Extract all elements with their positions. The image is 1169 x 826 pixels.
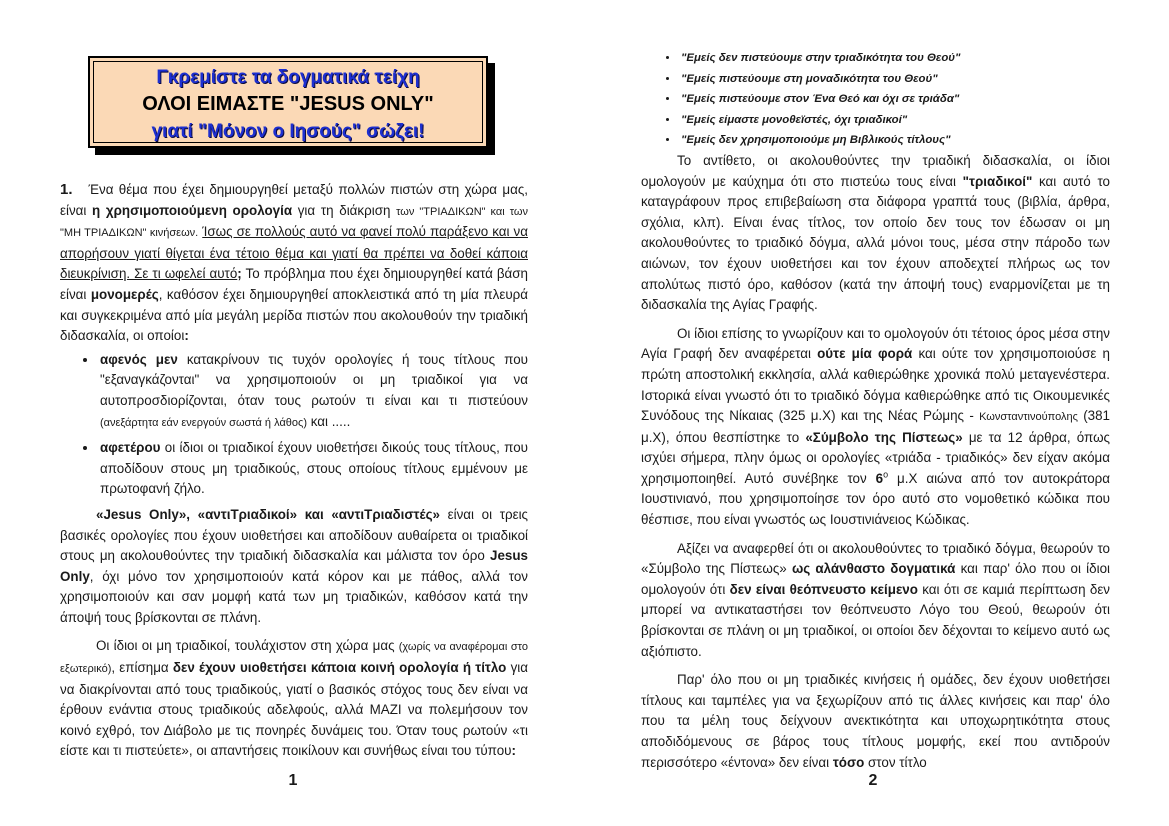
small-run: Κωνσταντινούπολης bbox=[979, 411, 1078, 424]
bold-run: "τριαδικοί" bbox=[962, 173, 1033, 189]
title-line-1: Γκρεμίστε τα δογματικά τείχη bbox=[156, 67, 420, 88]
paragraph-2 bbox=[60, 505, 528, 629]
title-box bbox=[88, 56, 488, 148]
bold-run: η χρησιμοποιούμενη ορολογία bbox=[92, 202, 293, 218]
bold-run: «Σύμβολο της Πίστεως» bbox=[805, 429, 963, 445]
bold-run: αφενός μεν bbox=[100, 351, 178, 367]
bold-run: : bbox=[184, 328, 189, 344]
paragraph-1 bbox=[60, 180, 528, 347]
text-run: Το πρόβλημα που έχει δημιουργηθεί κατά βάση είναι bbox=[60, 266, 528, 302]
bold-run: ως αλάνθαστο δογματικά bbox=[791, 561, 956, 577]
bold-run: Jesus Only bbox=[60, 548, 528, 584]
paragraph-r1 bbox=[641, 151, 1110, 316]
small-run: (χωρίς να αναφέρομαι στο εξωτερικό) bbox=[60, 641, 528, 676]
bold-run: 6 bbox=[875, 470, 884, 486]
text-run: και παρ' όλο που οι ίδιοι ομολογούν ότι bbox=[641, 561, 1110, 597]
text-run: για να διακρίνονται από τους τριαδικούς, γιατί ο βασικός στόχος τους δεν είναι να έρθουν ενάντια στους τριαδικούς αδελφούς, αλλά ΜΑΖΙ να πολεμήσουν τον κοινό εχθρό, τον Διάβολο με τις πονηρές δυνάμεις του. Όταν τους ρωτούν «τι είστε και τι πιστεύετε», οι απαντήσεις ποικίλουν και συνήθως είναι του τύπου bbox=[60, 660, 529, 759]
quote-item: • "Εμείς πιστεύουμε στον Ένα Θεό και όχι σε τριάδα" bbox=[679, 89, 1110, 110]
bold-run: μονομερές bbox=[90, 286, 159, 302]
bullet-list bbox=[60, 350, 528, 500]
bold-run: «Jesus Only», «αντιΤριαδικοί» και «αντιΤριαδιστές» bbox=[96, 506, 440, 522]
text-run: κατακρίνουν τις τυχόν ορολογίες ή τους τίτλους που "εξαναγκάζονται" να χρησιμοποιούν οι μη τριαδικοί για να αυτοπροσδιορίζονται, όταν τους ρωτούν τι είναι και τι πιστεύουν bbox=[100, 351, 528, 408]
text-run: , επίσημα bbox=[111, 660, 173, 676]
bold-run: ; bbox=[237, 266, 242, 282]
bold-run: τόσο bbox=[832, 754, 865, 770]
text-run: και ότι σε καμιά περίπτωση δεν μπορεί να αντικαταστήσει τον θεόπνευστο Λόγο του Θεού, θεωρούν ότι βρίσκονται σε πλάνη οι μη τριαδικοί, οι οποίοι δεν δέχονται το κείμενο αυτό ως αξιόπιστο. bbox=[641, 581, 1110, 659]
text-run: και ..... bbox=[307, 413, 351, 429]
text-run: με τα 12 άρθρα, όπως ισχύει σήμερα, πλην όμως οι ορολογίες «τριάδα - τριαδικός» δεν είχαν ακόμα χρησιμοποιηθεί. Αυτό συνέβηκε τον bbox=[641, 429, 1110, 486]
quote-item: • "Εμείς πιστεύουμε στη μοναδικότητα του Θεού" bbox=[679, 69, 1110, 90]
bold-run: αφετέρου bbox=[100, 440, 161, 456]
text-run: για τη διάκριση bbox=[292, 202, 397, 218]
quote-item: • "Εμείς είμαστε μονοθεϊστές, όχι τριαδικοί" bbox=[679, 110, 1110, 131]
text-run: (381 μ.Χ), όπου θεσπίστηκε το bbox=[641, 408, 1110, 445]
small-run: (ανεξάρτητα εάν ενεργούν σωστά ή λάθος) bbox=[100, 416, 307, 429]
bold-run: : bbox=[511, 743, 516, 759]
list-item bbox=[98, 438, 528, 500]
text-run: Το αντίθετο, οι ακολουθούντες την τριαδική διδασκαλία, οι ίδιοι ομολογούν με καύχημα ότι στο πιστεύω τους είναι bbox=[641, 152, 1110, 189]
text-run: , καθόσον έχει δημιουργηθεί αποκλειστικά από τη μία πλευρά και συγκεκριμένα από μία μεγάλη μερίδα πιστών που ακολουθούν την τριαδική διδασκαλία, οι οποίοι bbox=[60, 286, 528, 344]
bold-run: δεν είναι θεόπνευστο κείμενο bbox=[729, 581, 918, 597]
page-number-left: 1 bbox=[288, 772, 298, 789]
section-number: 1. bbox=[60, 181, 73, 198]
text-run: , όχι μόνο τον χρησιμοποιούν κατά κόρον και με πάθος, αλλά τον χρησιμοποιούν και σαν μομφή κατά των μη τριαδικών, καθόσον κατά την άποψή τους βρίσκονται σε πλάνη. bbox=[60, 568, 528, 625]
text-run: Αξίζει να αναφερθεί ότι οι ακολουθούντες το τριαδικό δόγμα, θεωρούν το «Σύμβολο της Πίστεως» bbox=[641, 540, 1110, 577]
right-page-text bbox=[641, 48, 1110, 773]
small-run: των "ΤΡΙΑΔΙΚΩΝ" και των "ΜΗ ΤΡΙΑΔΙΚΩΝ" κινήσεων. bbox=[60, 205, 529, 240]
text-run: μ.Χ αιώνα από τον αυτοκράτορα Ιουστινιανό, που χρησιμοποίησε τον όρο αυτό στο νομοθετικό κώδικα που θέσπισε, που είναι γνωστός ως Ιουστινιάνειος Κώδικας. bbox=[641, 470, 1110, 528]
list-item bbox=[98, 350, 528, 433]
text-run: Ένα θέμα που έχει δημιουργηθεί μεταξύ πολλών πιστών στη χώρα μας, είναι bbox=[60, 182, 528, 218]
underlined-run: Ίσως σε πολλούς αυτό να φανεί πολύ παράξενο και να απορήσουν γιατί θίγεται ένα τέτοιο θέμα και γιατί θα πρέπει να δοθεί κάποια διευκρίνιση. Σε τι ωφελεί αυτό bbox=[60, 224, 528, 282]
paragraph-3 bbox=[60, 636, 528, 762]
text-run: είναι οι τρεις βασικές ορολογίες που έχουν υιοθετήσει και αποδίδουν αυθαίρετα οι τριαδικοί στους μη ακολουθούντες την τριαδική διδασκαλία και μάλιστα τον όρο bbox=[60, 506, 528, 564]
quote-item: • "Εμείς δεν πιστεύουμε στην τριαδικότητα του Θεού" bbox=[679, 48, 1110, 69]
text-run: Οι ίδιοι οι μη τριαδικοί, τουλάχιστον στη χώρα μας bbox=[96, 638, 399, 654]
text-run: και ούτε τον χρησιμοποιούσε η πρώτη αποστολική εκκλησία, αλλά καθιερώθηκε χρονικά πολύ μεταγενέστερα. Ιστορικά είναι γνωστό ότι το τριαδικό δόγμα καθιερώθηκε από τις Οικουμενικές Συνόδους της Νίκαιας (325 μ.Χ) και της Νέας Ρώμης - bbox=[641, 346, 1110, 424]
bold-run: ούτε μία φορά bbox=[817, 346, 913, 362]
text-run: Οι ίδιοι επίσης το γνωρίζουν και το ομολογούν ότι τέτοιος όρος μέσα στην Αγία Γραφή δεν αναφέρεται bbox=[641, 325, 1110, 362]
paragraph-r2 bbox=[641, 324, 1110, 531]
text-run: οι ίδιοι οι τριαδικοί έχουν υιοθετήσει δικούς τους τίτλους, που αποδίδουν στους μη τριαδικούς, στους οποίους τίτλους εμμένουν με πρωτοφανή ζήλο. bbox=[100, 440, 528, 497]
superscript-run: ο bbox=[883, 469, 889, 480]
title-line-2: ΟΛΟΙ ΕΙΜΑΣΤΕ "JESUS ONLY" bbox=[142, 93, 434, 115]
bold-run: δεν έχουν υιοθετήσει κάποια κοινή ορολογία ή τίτλο bbox=[172, 660, 507, 676]
text-run: στον τίτλο bbox=[864, 754, 927, 770]
paragraph-r3 bbox=[641, 539, 1110, 663]
text-run: και αυτό το καταγράφουν προς επιβεβαίωση στα διάφορα γραπτά τους (βιβλία, άρθρα, σχόλια, κλπ). Είναι ένας τίτλος, τον οποίο δεν τους τον έδωσαν οι μη ακολουθούντες το τριαδικό δόγμα, αλλά μόνοι τους, μέσα στην πάροδο των αιώνων, τον έχουν υιοθετήσει και τον έχουν αποδεχτεί πλήρως ως τον απολύτως πιστό όρο, καθόσον (κατά την άποψή τους) εναρμονίζεται με τη διδασκαλία της Αγίας Γραφής. bbox=[641, 173, 1110, 313]
title-line-3: γιατί "Μόνον ο Ιησούς" σώζει! bbox=[151, 121, 425, 142]
quote-list bbox=[641, 48, 1110, 151]
page-number-right: 2 bbox=[868, 772, 878, 789]
text-run: Παρ' όλο που οι μη τριαδικές κινήσεις ή ομάδες, δεν έχουν υιοθετήσει τίτλους και ταμπέλες για να ξεχωρίζουν από τις άλλες κινήσεις και παρ' όλο που τα μέλη τους δείχνουν ανεκτικότητα και υποχωρητικότητα στους αποδιδόμενους σε βάρος τους τίτλους μομφής, εκεί που αντιδρούν περισσότερο «έντονα» δεν είναι bbox=[641, 672, 1110, 770]
paragraph-r4 bbox=[641, 670, 1110, 773]
quote-item: • "Εμείς δεν χρησιμοποιούμε μη Βιβλικούς τίτλους" bbox=[679, 130, 1110, 151]
left-page-text bbox=[60, 180, 528, 762]
